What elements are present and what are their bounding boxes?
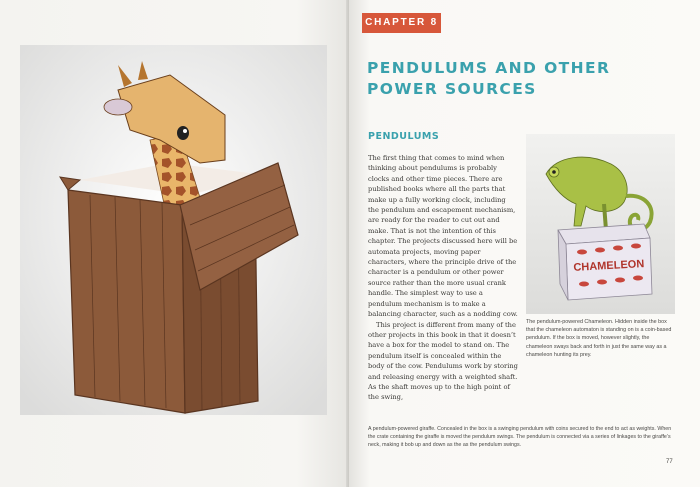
- giraffe-crate-photo: [20, 45, 327, 415]
- chapter-title-line-2: POWER SOURCES: [367, 80, 537, 98]
- page-number: 77: [666, 459, 673, 465]
- chapter-title-line-1: PENDULUMS AND OTHER: [367, 59, 611, 77]
- giraffe-caption: A pendulum-powered giraffe. Concealed in the box is a swinging pendulum with coins secured to the end to act as weights. When the crate containing the giraffe is moved the pendulum swings. The pendulum is connected via a series of linkages to the giraffe’s neck, making it bob up and down as the as the pendulum swings.: [368, 426, 672, 449]
- chapter-title: [367, 58, 667, 100]
- giraffe-crate-illustration: [20, 45, 327, 415]
- box-label: CHAMELEON: [573, 258, 645, 274]
- chameleon-photo: [526, 134, 675, 314]
- chameleon-illustration: [526, 134, 675, 314]
- section-heading: PENDULUMS: [368, 131, 440, 142]
- body-text: [368, 153, 518, 403]
- paragraph-1: The first thing that comes to mind when thinking about pendulums is probably clocks and other time pieces. There are published books where all the parts that make up a fully working clock, including the pendulum and escapement mechanism, are ready for the reader to cut out and make. That is not the intention of this chapter. The projects discussed here will be automata projects, moving paper characters, where the principle drive of the character is a pendulum or other power source rather than the more usual crank handle. The simplest way to use a pendulum mechanism is to make a balancing character, such as a nodding cow.: [368, 154, 518, 319]
- paragraph-2: This project is different from many of the other projects in this book in that it doesn’t have a box for the model to stand on. The pendulum itself is concealed within the body of the cow. Pendulums work by storing and releasing energy with a weighted shaft. As the shaft moves up to the high point of the swing,: [368, 320, 518, 402]
- left-page: [0, 0, 349, 487]
- chapter-label: CHAPTER 8: [362, 13, 441, 33]
- chameleon-caption: The pendulum-powered Chameleon. Hidden inside the box that the chameleon automaton is standing on is a coin-based pendulum. If the box is moved, however slightly, the chameleon sways back and forth in just the same way as a chameleon hunting its prey.: [526, 319, 672, 358]
